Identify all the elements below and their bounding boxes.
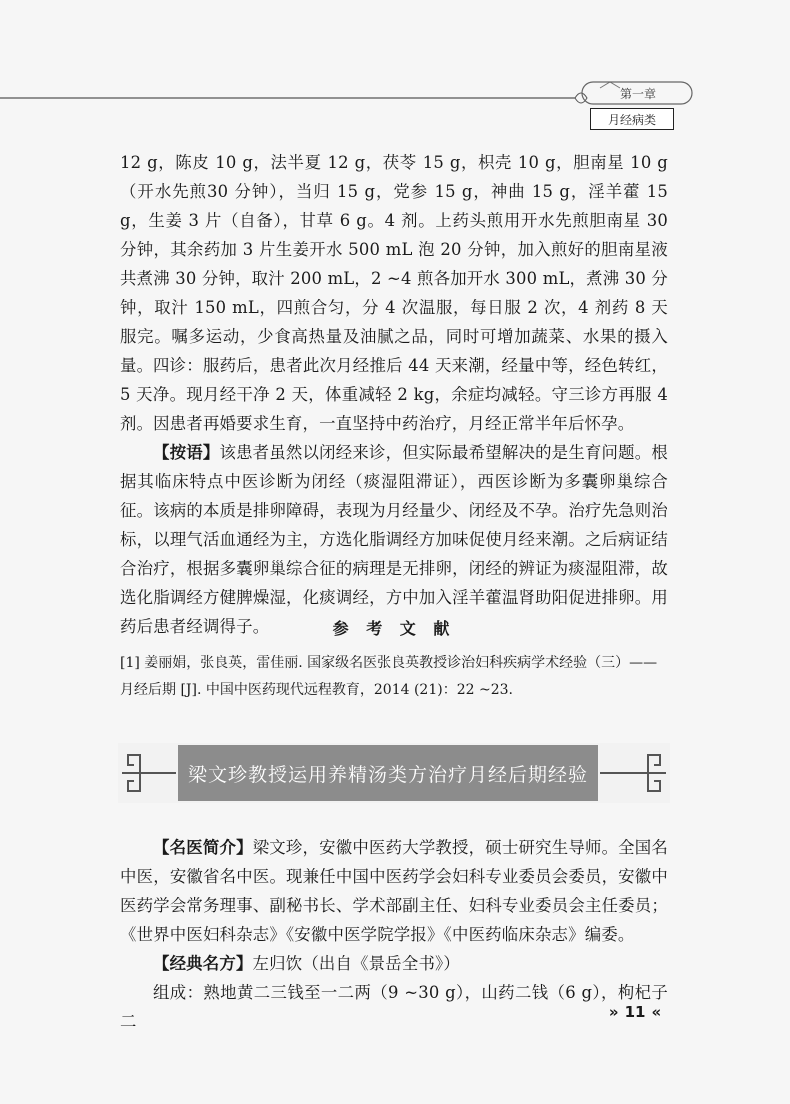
paragraph-composition: 组成：熟地黄二三钱至一二两（9 ~30 g），山药二钱（6 g），枸杞子二 (120, 983, 668, 1031)
page-right-ornament: « (651, 1003, 662, 1021)
section-banner-title: 梁文珍教授运用养精汤类方治疗月经后期经验 (187, 763, 588, 786)
paragraph-classic-formula (120, 949, 668, 978)
intro-body: 梁文珍，安徽中医药大学教授，硕士研究生导师。全国名中医，安徽省名中医。现兼任中国中医药学会妇科专业委员会委员，安徽中医药学会常务理事、副秘书长、学术部副主任、妇科专业委员会主任委员；《世界中医妇科杂志》《安徽中医学院学报》《中医药临床杂志》编委。 (120, 838, 669, 944)
page-number (595, 1000, 675, 1024)
page-number-value: 11 (624, 1003, 646, 1021)
paragraph-commentary (120, 438, 668, 641)
chapter-badge: 第一章 (619, 86, 656, 101)
intro-label: 【名医简介】 (153, 838, 253, 857)
references-title: 参 考 文 献 (332, 619, 456, 638)
formula-body: 左归饮（出自《景岳全书》） (252, 954, 461, 973)
paragraph-fourth-visit: 四诊：服药后，患者此次月经推后 44 天来潮，经量中等，经色转红，5 天净。现月经干净 2 天，体重减轻 2 kg，余症均减轻。守三诊方再服 4 剂。因患者再婚要求生育，一直坚持中药治疗，月经正常半年后怀孕。 (120, 356, 668, 433)
paragraph-prescription: 12 g，陈皮 10 g，法半夏 12 g，茯苓 15 g，枳壳 10 g，胆南星 10 g（开水先煎30 分钟），当归 15 g，党参 15 g，神曲 15 g，淫羊藿 15 g，生姜 3 片（自备），甘草 6 g。4 剂。上药头煎用开水先煎胆南星 30 分钟，其余药加 3 片生姜开水 500 mL 泡 20 分钟，加入煎好的胆南星液共煮沸 30 分钟，取汁 200 mL，2 ~4 煎各加开水 300 mL，煮沸 30 分钟，取汁 150 mL，四煎合匀，分 4 次温服，每日服 2 次，4 剂药 8 天服完。嘱多运动，少食高热量及油腻之品，同时可增加蔬菜、水果的摄入量。 (120, 153, 668, 375)
paragraph-doctor-intro (120, 833, 668, 949)
commentary-body: 该患者虽然以闭经来诊，但实际最希望解决的是生育问题。根据其临床特点中医诊断为闭经（痰湿阻滞证），西医诊断为多囊卵巢综合征。该病的本质是排卵障碍，表现为月经量少、闭经及不孕。治疗先急则治标，以理气活血通经为主，方选化脂调经方加味促使月经来潮。之后病证结合治疗，根据多囊卵巢综合征的病理是无排卵，闭经的辨证为痰湿阻滞，故选化脂调经方健脾燥湿，化痰调经，方中加入淫羊藿温肾助阳促进排卵。用药后患者经调得子。 (120, 443, 668, 636)
section-tag: 月经病类 (590, 108, 674, 130)
commentary-label: 【按语】 (153, 443, 220, 462)
reference-item: [1] 姜丽娟，张良英，雷佳丽. 国家级名医张良英教授诊治妇科疾病学术经验（三）——月经后期 [J]. 中国中医药现代远程教育，2014 (21)：22 ~23. (120, 655, 658, 698)
formula-label: 【经典名方】 (153, 954, 253, 973)
page-left-ornament: » (608, 1003, 619, 1021)
